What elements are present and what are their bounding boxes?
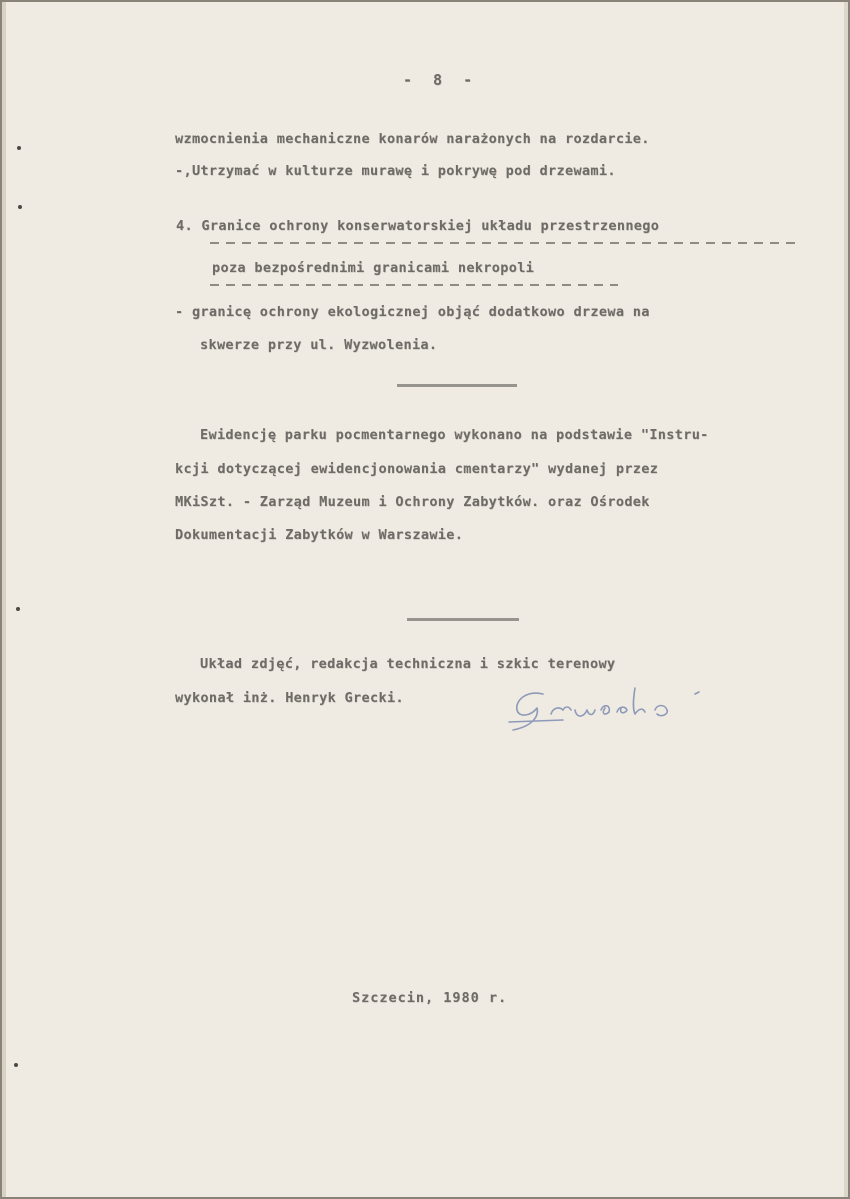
- text-line: Układ zdjęć, redakcja techniczna i szkic terenowy: [200, 656, 616, 672]
- separator-rule: [397, 384, 517, 387]
- binder-hole: [18, 205, 22, 209]
- section-heading: poza bezpośrednimi granicami nekropoli: [212, 260, 535, 276]
- place-date: Szczecin, 1980 r.: [352, 990, 508, 1006]
- text-line: -,Utrzymać w kulturze murawę i pokrywę pod drzewami.: [175, 163, 616, 179]
- text-line: Dokumentacji Zabytków w Warszawie.: [175, 527, 464, 543]
- text-line: skwerze przy ul. Wyzwolenia.: [200, 337, 438, 353]
- binder-hole: [16, 607, 20, 611]
- text-line: Ewidencję parku pocmentarnego wykonano na podstawie "Instru-: [200, 427, 709, 443]
- section-heading: 4. Granice ochrony konserwatorskiej układu przestrzennego: [176, 218, 660, 234]
- handwritten-signature: [505, 680, 725, 740]
- page-number: - 8 -: [403, 71, 479, 89]
- text-line: - granicę ochrony ekologicznej objąć dodatkowo drzewa na: [175, 304, 650, 320]
- binder-hole: [17, 146, 21, 150]
- heading-underline: [210, 242, 795, 244]
- binder-hole: [14, 1063, 18, 1067]
- text-line: MKiSzt. - Zarząd Muzeum i Ochrony Zabytków. oraz Ośrodek: [175, 494, 650, 510]
- separator-rule: [407, 618, 519, 621]
- text-line: wykonał inż. Henryk Grecki.: [175, 690, 404, 706]
- text-line: wzmocnienia mechaniczne konarów narażonych na rozdarcie.: [175, 131, 650, 147]
- text-line: kcji dotyczącej ewidencjonowania cmentarzy" wydanej przez: [175, 461, 659, 477]
- heading-underline: [210, 284, 618, 286]
